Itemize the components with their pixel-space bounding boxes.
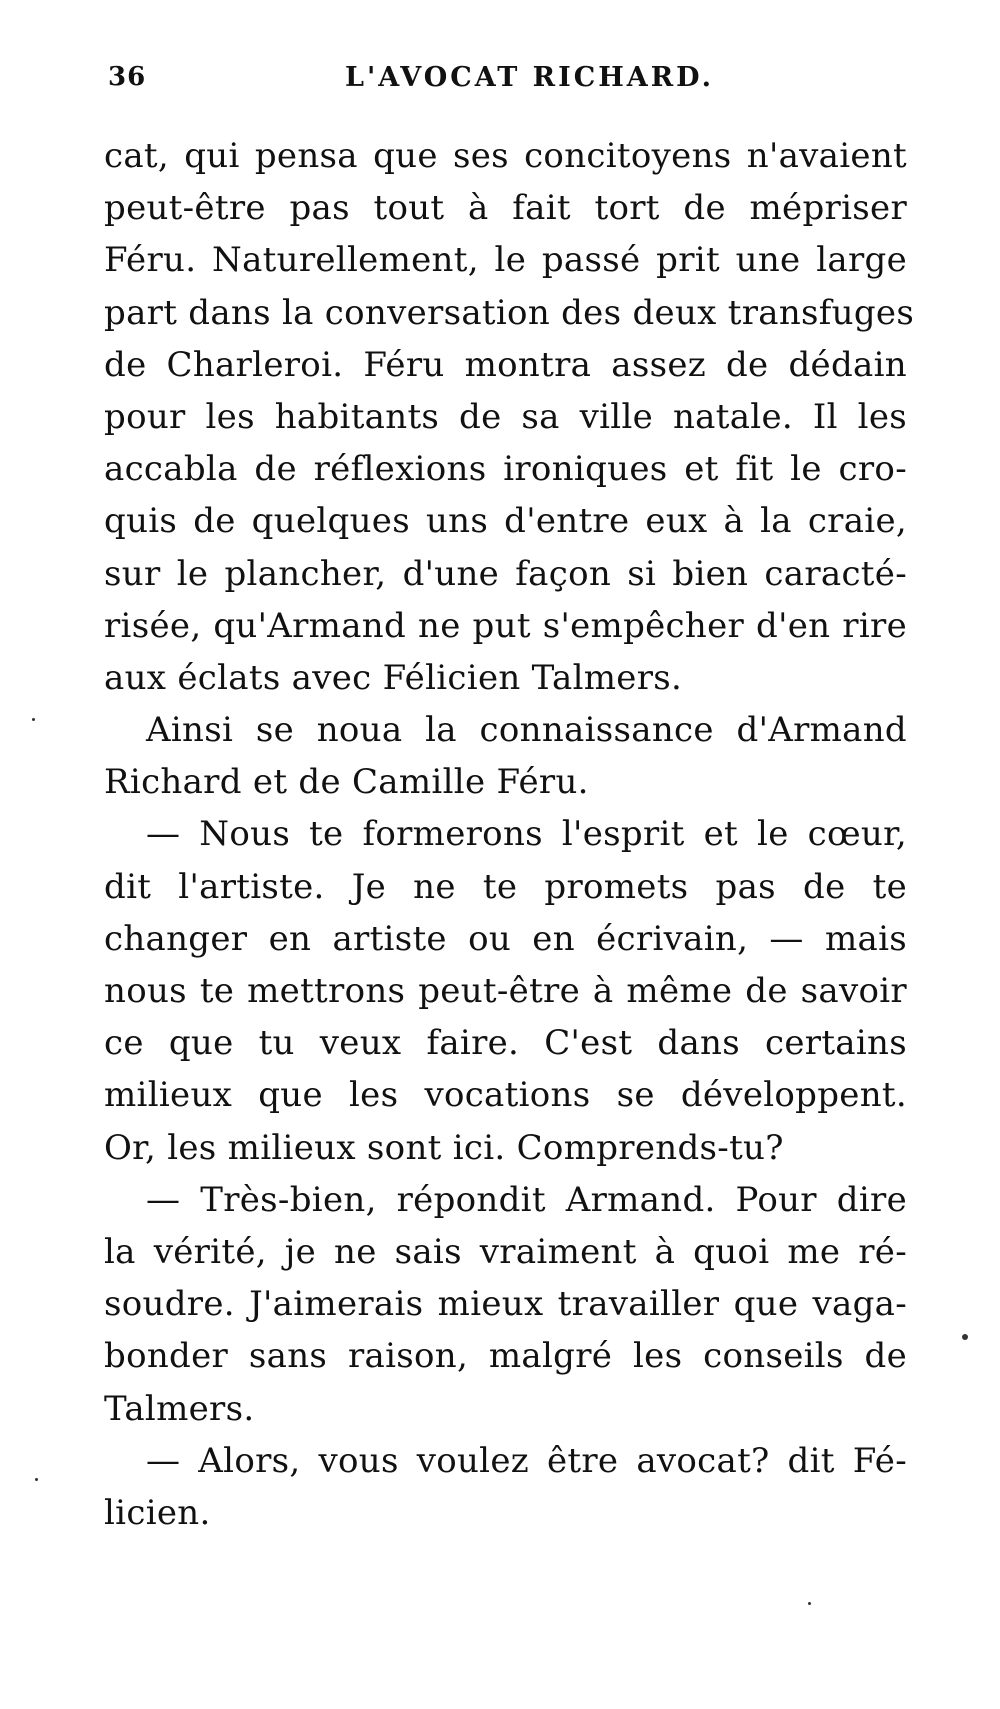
text-line: accabla de réflexions ironiques et fit le cro-	[104, 449, 907, 490]
running-title: L'AVOCAT RICHARD.	[345, 62, 714, 93]
text-line: de Charleroi. Féru montra assez de dédain	[104, 344, 907, 385]
text-line: Richard et de Camille Féru.	[104, 762, 589, 803]
text-line: changer en artiste ou en écrivain, — mais	[104, 918, 907, 959]
ink-speck	[35, 1478, 38, 1481]
text-line: Talmers.	[104, 1388, 255, 1429]
text-line: licien.	[104, 1492, 211, 1533]
body-text	[104, 130, 915, 1539]
text-line: risée, qu'Armand ne put s'empêcher d'en rire	[104, 605, 907, 646]
page-number: 36	[108, 62, 147, 92]
text-line: cat, qui pensa que ses concitoyens n'avaient	[104, 136, 907, 176]
text-line: quis de quelques uns d'entre eux à la craie,	[104, 501, 907, 542]
text-line: part dans la conversation des deux transfuges	[104, 292, 915, 333]
text-line: milieux que les vocations se développent.	[104, 1075, 907, 1116]
ink-speck	[32, 718, 35, 721]
text-line: bonder sans raison, malgré les conseils de	[104, 1336, 907, 1377]
text-line: la vérité, je ne sais vraiment à quoi me ré-	[104, 1231, 907, 1272]
text-line: nous te mettrons peut-être à même de savoir	[104, 971, 907, 1011]
text-line: — Alors, vous voulez être avocat? dit Fé-	[146, 1440, 907, 1481]
text-line: — Nous te formerons l'esprit et le cœur,	[146, 814, 907, 855]
ink-speck	[808, 1602, 811, 1605]
text-line: — Très-bien, répondit Armand. Pour dire	[146, 1179, 907, 1220]
text-line: peut-être pas tout à fait tort de mépriser	[104, 188, 907, 229]
text-line: ce que tu veux faire. C'est dans certains	[104, 1023, 907, 1064]
text-line: Ainsi se noua la connaissance d'Armand	[146, 710, 907, 751]
text-line: aux éclats avec Félicien Talmers.	[104, 657, 683, 698]
ink-speck	[962, 1334, 968, 1340]
text-line: sur le plancher, d'une façon si bien caracté-	[104, 553, 907, 594]
text-line: pour les habitants de sa ville natale. Il les	[104, 396, 907, 437]
text-line: Féru. Naturellement, le passé prit une large	[104, 240, 907, 281]
text-line: dit l'artiste. Je ne te promets pas de te	[104, 866, 907, 907]
page-header	[108, 62, 714, 102]
text-line: soudre. J'aimerais mieux travailler que vaga-	[104, 1284, 907, 1325]
text-line: Or, les milieux sont ici. Comprends-tu?	[104, 1127, 784, 1168]
